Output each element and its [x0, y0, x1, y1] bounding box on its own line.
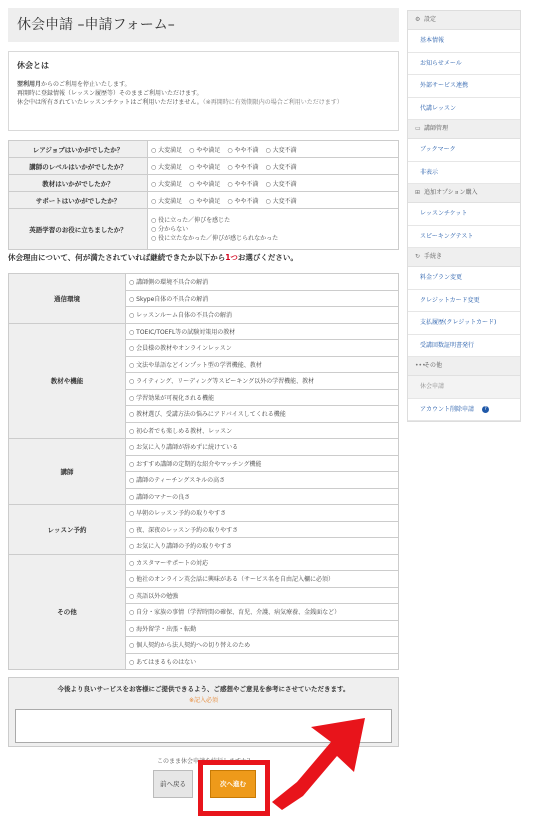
radio-circle-icon: ○ [189, 180, 197, 188]
sidebar-section-title: 設定 [424, 16, 437, 23]
reason-option-label: 夜、深夜のレッスン予約の取りやすさ [136, 526, 239, 534]
radio-circle-icon: ○ [129, 576, 137, 584]
rating-radio[interactable] [266, 164, 297, 171]
survey-options [148, 175, 399, 192]
sidebar-item-label: 代講レッスン [420, 104, 456, 112]
sidebar-section-header [408, 357, 520, 376]
rating-label: やや満足 [196, 180, 221, 188]
sidebar-item[interactable] [408, 139, 520, 162]
reason-row [9, 323, 399, 340]
rating-label: やや不満 [234, 197, 259, 205]
red-arrow-icon [268, 714, 368, 810]
radio-circle-icon: ○ [129, 510, 137, 518]
reason-category: 講師 [9, 439, 126, 505]
reason-option[interactable] [126, 637, 399, 654]
radio-circle-icon: ○ [129, 411, 137, 419]
radio-circle-icon: ○ [129, 609, 137, 617]
sidebar-section-header [408, 11, 520, 30]
reason-option[interactable] [126, 653, 399, 670]
reason-option[interactable] [126, 373, 399, 390]
radio-circle-icon: ○ [129, 394, 137, 402]
survey-row [9, 158, 399, 175]
required-badge: ※記入必須 [188, 697, 219, 704]
gear-icon: ⚙ [415, 16, 421, 23]
feedback-prompt: 今後より良いサービスをお客様にご提供できるよう、ご感想やご意見を参考にさせていただきます。 [57, 685, 350, 693]
radio-circle-icon: ○ [129, 493, 137, 501]
sidebar-item[interactable] [408, 290, 520, 313]
sidebar-item[interactable] [408, 98, 520, 121]
rating-radio[interactable] [227, 164, 258, 171]
sidebar-item[interactable] [408, 399, 520, 422]
radio-circle-icon: ○ [227, 163, 235, 171]
radio-circle-icon: ○ [129, 361, 137, 369]
more-icon: ••• [415, 362, 426, 369]
reason-heading-text: 休会理由について、何が満たされていれば継続できたか以下から [8, 253, 226, 262]
reason-option-label: 学習効果が可視化される機能 [136, 394, 215, 402]
reason-option-label: お気に入り講師が辞めずに続けている [136, 444, 239, 452]
radio-circle-icon: ○ [129, 279, 137, 287]
reason-row [9, 554, 399, 571]
reason-heading-highlight: 1つ [225, 253, 238, 262]
radio-circle-icon: ○ [129, 658, 137, 666]
sidebar-item-label: 非表示 [420, 168, 439, 176]
reason-option[interactable] [126, 587, 399, 604]
survey-options [148, 192, 399, 209]
rating-radio[interactable] [151, 198, 182, 205]
reason-option-label: 初心者でも楽しめる教材、レッスン [136, 427, 233, 435]
reason-option[interactable] [126, 290, 399, 307]
sidebar-section-header [408, 120, 520, 139]
radio-circle-icon: ○ [129, 460, 137, 468]
radio-circle-icon: ○ [129, 477, 137, 485]
rating-radio[interactable] [266, 147, 297, 154]
radio-circle-icon: ○ [129, 642, 137, 650]
rating-radio[interactable] [266, 198, 297, 205]
survey-question: 講師のレベルはいかがでしたか？ [9, 158, 148, 175]
rating-label: やや不満 [234, 180, 259, 188]
sidebar-section-title: 追加オプション購入 [424, 189, 478, 196]
survey-row [9, 141, 399, 158]
reason-row [9, 505, 399, 522]
reason-option[interactable] [126, 422, 399, 439]
rating-label: 大変不満 [272, 197, 297, 205]
english-option-label: 役に立たなかった／伸びが感じられなかった [158, 234, 279, 242]
sidebar-item-label: 休会申請 [420, 383, 445, 390]
reason-option-label: 会員様の教材やオンラインレッスン [136, 345, 232, 353]
rating-label: 大変満足 [158, 163, 183, 171]
reason-option-label: 海外留学・出張・転勤 [136, 625, 197, 633]
radio-circle-icon: ○ [227, 146, 235, 154]
sidebar-item[interactable] [408, 335, 520, 358]
radio-circle-icon: ○ [151, 146, 159, 154]
reason-option-label: 自分・家族の事情（学習時間の確保、育児、介護、病気療養、金銭面など） [136, 609, 341, 617]
sidebar-item[interactable] [408, 267, 520, 290]
sidebar-item[interactable] [408, 162, 520, 185]
rating-label: 大変満足 [158, 197, 183, 205]
survey-row [9, 192, 399, 209]
sidebar-item[interactable] [408, 53, 520, 76]
about-highlight: 翌利用月 [17, 81, 42, 88]
radio-circle-icon: ○ [129, 312, 137, 320]
sidebar-item-label: 基本情報 [420, 37, 445, 44]
reason-option[interactable] [126, 340, 399, 357]
sidebar-item-label: クレジットカード変更 [420, 296, 480, 304]
reason-option-label: Skype自体の不具合の解消 [136, 295, 209, 303]
radio-circle-icon: ○ [129, 592, 137, 600]
radio-circle-icon: ○ [265, 180, 273, 188]
sidebar-item[interactable] [408, 312, 520, 335]
sidebar-item-label: スピーキングテスト [420, 232, 474, 240]
reason-option[interactable] [126, 472, 399, 489]
rating-radio[interactable] [151, 147, 182, 154]
rating-radio[interactable] [227, 181, 258, 188]
radio-circle-icon: ○ [151, 180, 159, 188]
reason-category: 教材や機能 [9, 323, 126, 439]
rating-radio[interactable] [151, 164, 182, 171]
sidebar [407, 10, 521, 422]
refresh-icon: ↻ [415, 253, 421, 260]
radio-circle-icon: ○ [151, 225, 159, 233]
reason-row [9, 439, 399, 456]
rating-label: 大変不満 [272, 163, 297, 171]
rating-radio[interactable] [151, 181, 182, 188]
reason-option-label: ライティング、リーディング等スピーキング以外の学習機能、教材 [136, 378, 315, 386]
sidebar-item[interactable] [408, 30, 520, 53]
radio-circle-icon: ○ [129, 559, 137, 567]
reason-option[interactable] [126, 521, 399, 538]
reason-option-label: 個人契約から法人契約への切り替えのため [136, 642, 251, 650]
reason-category: レッスン予約 [9, 505, 126, 555]
radio-circle-icon: ○ [129, 378, 137, 386]
survey-options [148, 141, 399, 158]
radio-circle-icon: ○ [265, 197, 273, 205]
sidebar-item-label: お知らせメール [420, 59, 462, 67]
radio-circle-icon: ○ [151, 197, 159, 205]
reason-option-label: 他社のオンライン英会話に興味がある（サービス名を自由記入欄に必須） [136, 576, 334, 584]
reason-table [8, 273, 399, 670]
reason-option-label: おすすめ講師の定期的な紹介やマッチング機能 [136, 460, 262, 468]
rating-label: やや不満 [234, 146, 259, 154]
about-section [8, 51, 399, 131]
reason-option-label: カスタマーサポートの対応 [136, 559, 209, 567]
rating-radio[interactable] [189, 181, 220, 188]
reason-option[interactable] [126, 323, 399, 340]
reason-option[interactable] [126, 554, 399, 571]
reason-option[interactable] [126, 307, 399, 324]
sidebar-section-header [408, 184, 520, 203]
reason-option[interactable] [126, 356, 399, 373]
sidebar-section-title: その他 [424, 362, 443, 369]
sidebar-section-title: 手続き [424, 253, 443, 260]
radio-circle-icon: ○ [151, 163, 159, 171]
about-line-2: 再開時に登録情報（レッスン履歴等）そのままご利用いただけます。 [17, 90, 203, 97]
reason-option[interactable] [126, 439, 399, 456]
english-radio[interactable] [151, 225, 398, 234]
confirm-text: このまま休会申請を続行しますか？ [156, 758, 253, 765]
survey-question: サポートはいかがでしたか？ [9, 192, 148, 209]
radio-circle-icon: ○ [129, 295, 137, 303]
reason-option[interactable] [126, 571, 399, 588]
rating-radio[interactable] [189, 147, 220, 154]
sidebar-item-label: 料金プラン変更 [420, 274, 463, 281]
radio-circle-icon: ○ [189, 163, 197, 171]
reason-option[interactable] [126, 406, 399, 423]
sidebar-item[interactable] [408, 75, 520, 98]
next-button[interactable]: 次へ進む [210, 770, 256, 798]
reason-option-label: 講師側の環境不具合の解消 [136, 279, 209, 287]
radio-circle-icon: ○ [227, 180, 235, 188]
radio-circle-icon: ○ [129, 345, 137, 353]
reason-heading-suffix: お選びください。 [237, 253, 298, 262]
reason-option[interactable] [126, 538, 399, 555]
radio-circle-icon: ○ [151, 234, 159, 242]
radio-circle-icon: ○ [227, 197, 235, 205]
radio-circle-icon: ○ [129, 427, 137, 435]
rating-label: やや満足 [196, 146, 221, 154]
question-icon[interactable]: ? [482, 406, 489, 413]
sidebar-section-title: 講師管理 [424, 125, 449, 132]
reason-option[interactable] [126, 505, 399, 522]
rating-label: 大変満足 [158, 146, 183, 154]
english-radio[interactable] [151, 216, 398, 225]
about-line-1-text: からのご利用を停止いたします。 [41, 81, 131, 88]
rating-label: 大変不満 [272, 180, 297, 188]
survey-row [9, 175, 399, 192]
english-option-label: 分からない [158, 225, 189, 233]
about-heading: 休会とは [17, 61, 49, 70]
reason-row [9, 274, 399, 291]
rating-radio[interactable] [227, 147, 258, 154]
sidebar-item-label: 支払履歴(クレジットカード) [420, 319, 497, 326]
english-option-label: 役に立った／伸びを感じた [158, 216, 231, 224]
reason-option[interactable] [126, 488, 399, 505]
reason-option-label: TOEIC/TOEFL等の試験対策用の教材 [136, 328, 236, 336]
about-note: （※再開時に有効期限内の場合ご利用いただけます） [202, 99, 343, 106]
sidebar-item-label: ブックマーク [420, 146, 456, 153]
survey-options [148, 209, 399, 250]
radio-circle-icon: ○ [189, 197, 197, 205]
reason-option[interactable] [126, 620, 399, 637]
sidebar-item-label: レッスンチケット [420, 210, 468, 217]
rating-label: やや満足 [196, 197, 221, 205]
back-button[interactable]: 前へ戻る [153, 770, 193, 798]
radio-circle-icon: ○ [129, 526, 137, 534]
reason-option-label: 教材選び、受講方法の悩みにアドバイスしてくれる機能 [136, 411, 286, 419]
rating-radio[interactable] [189, 164, 220, 171]
rating-label: 大変不満 [272, 146, 297, 154]
reason-option-label: 早朝のレッスン予約の取りやすさ [136, 510, 227, 518]
page-title: 休会申請 –申請フォーム– [8, 8, 399, 42]
reason-option[interactable] [126, 389, 399, 406]
radio-circle-icon: ○ [265, 146, 273, 154]
rating-label: 大変満足 [158, 180, 183, 188]
sidebar-section-header [408, 248, 520, 267]
sidebar-item[interactable] [408, 203, 520, 226]
radio-circle-icon: ○ [129, 625, 137, 633]
reason-option[interactable] [126, 604, 399, 621]
survey-question: 教材はいかがでしたか？ [9, 175, 148, 192]
reason-category: 通信環境 [9, 274, 126, 324]
sidebar-item-label: アカウント削除申請 [420, 405, 474, 413]
reason-option-label: 文法や単語などインプット型の学習機能、教材 [136, 361, 262, 369]
reason-option-label: 講師のティーチングスキルの高さ [136, 477, 226, 485]
rating-radio[interactable] [266, 181, 297, 188]
rating-label: やや不満 [234, 163, 259, 171]
sidebar-item [408, 376, 520, 399]
survey-question: レアジョブはいかがでしたか？ [9, 141, 148, 158]
survey-table [8, 140, 399, 250]
survey-question: 英語学習のお役に立ちましたか？ [9, 209, 148, 250]
reason-option[interactable] [126, 455, 399, 472]
folder-icon: ▭ [415, 125, 421, 132]
reason-option-label: お気に入り講師の予約の取りやすさ [136, 543, 233, 551]
radio-circle-icon: ○ [151, 216, 159, 224]
survey-options [148, 158, 399, 175]
reason-option-label: 英語以外の勉強 [136, 592, 179, 600]
radio-circle-icon: ○ [265, 163, 273, 171]
sidebar-item[interactable] [408, 226, 520, 249]
radio-circle-icon: ○ [129, 328, 137, 336]
reason-heading [8, 252, 399, 263]
radio-circle-icon: ○ [129, 543, 137, 551]
about-line-3 [17, 99, 390, 107]
reason-option[interactable] [126, 274, 399, 291]
survey-row [9, 209, 399, 250]
english-radio[interactable] [151, 234, 398, 243]
rating-radio[interactable] [227, 198, 258, 205]
rating-radio[interactable] [189, 198, 220, 205]
rating-label: やや満足 [196, 163, 221, 171]
reason-option-label: レッスンルーム自体の不具合の解消 [136, 312, 232, 320]
reason-category: その他 [9, 554, 126, 670]
sidebar-item-label: 受講回数証明書発行 [420, 341, 475, 349]
about-line-3-text: 休会中は所有されていたレッスンチケットはご利用いただけません。 [17, 99, 203, 106]
about-line-1 [17, 81, 390, 89]
reason-option-label: 講師のマナーの良さ [136, 493, 191, 501]
reason-option-label: あてはまるものはない [136, 658, 197, 666]
radio-circle-icon: ○ [189, 146, 197, 154]
cart-icon: ⊞ [415, 189, 421, 196]
sidebar-item-label: 外部サービス連携 [420, 82, 469, 89]
radio-circle-icon: ○ [129, 444, 137, 452]
